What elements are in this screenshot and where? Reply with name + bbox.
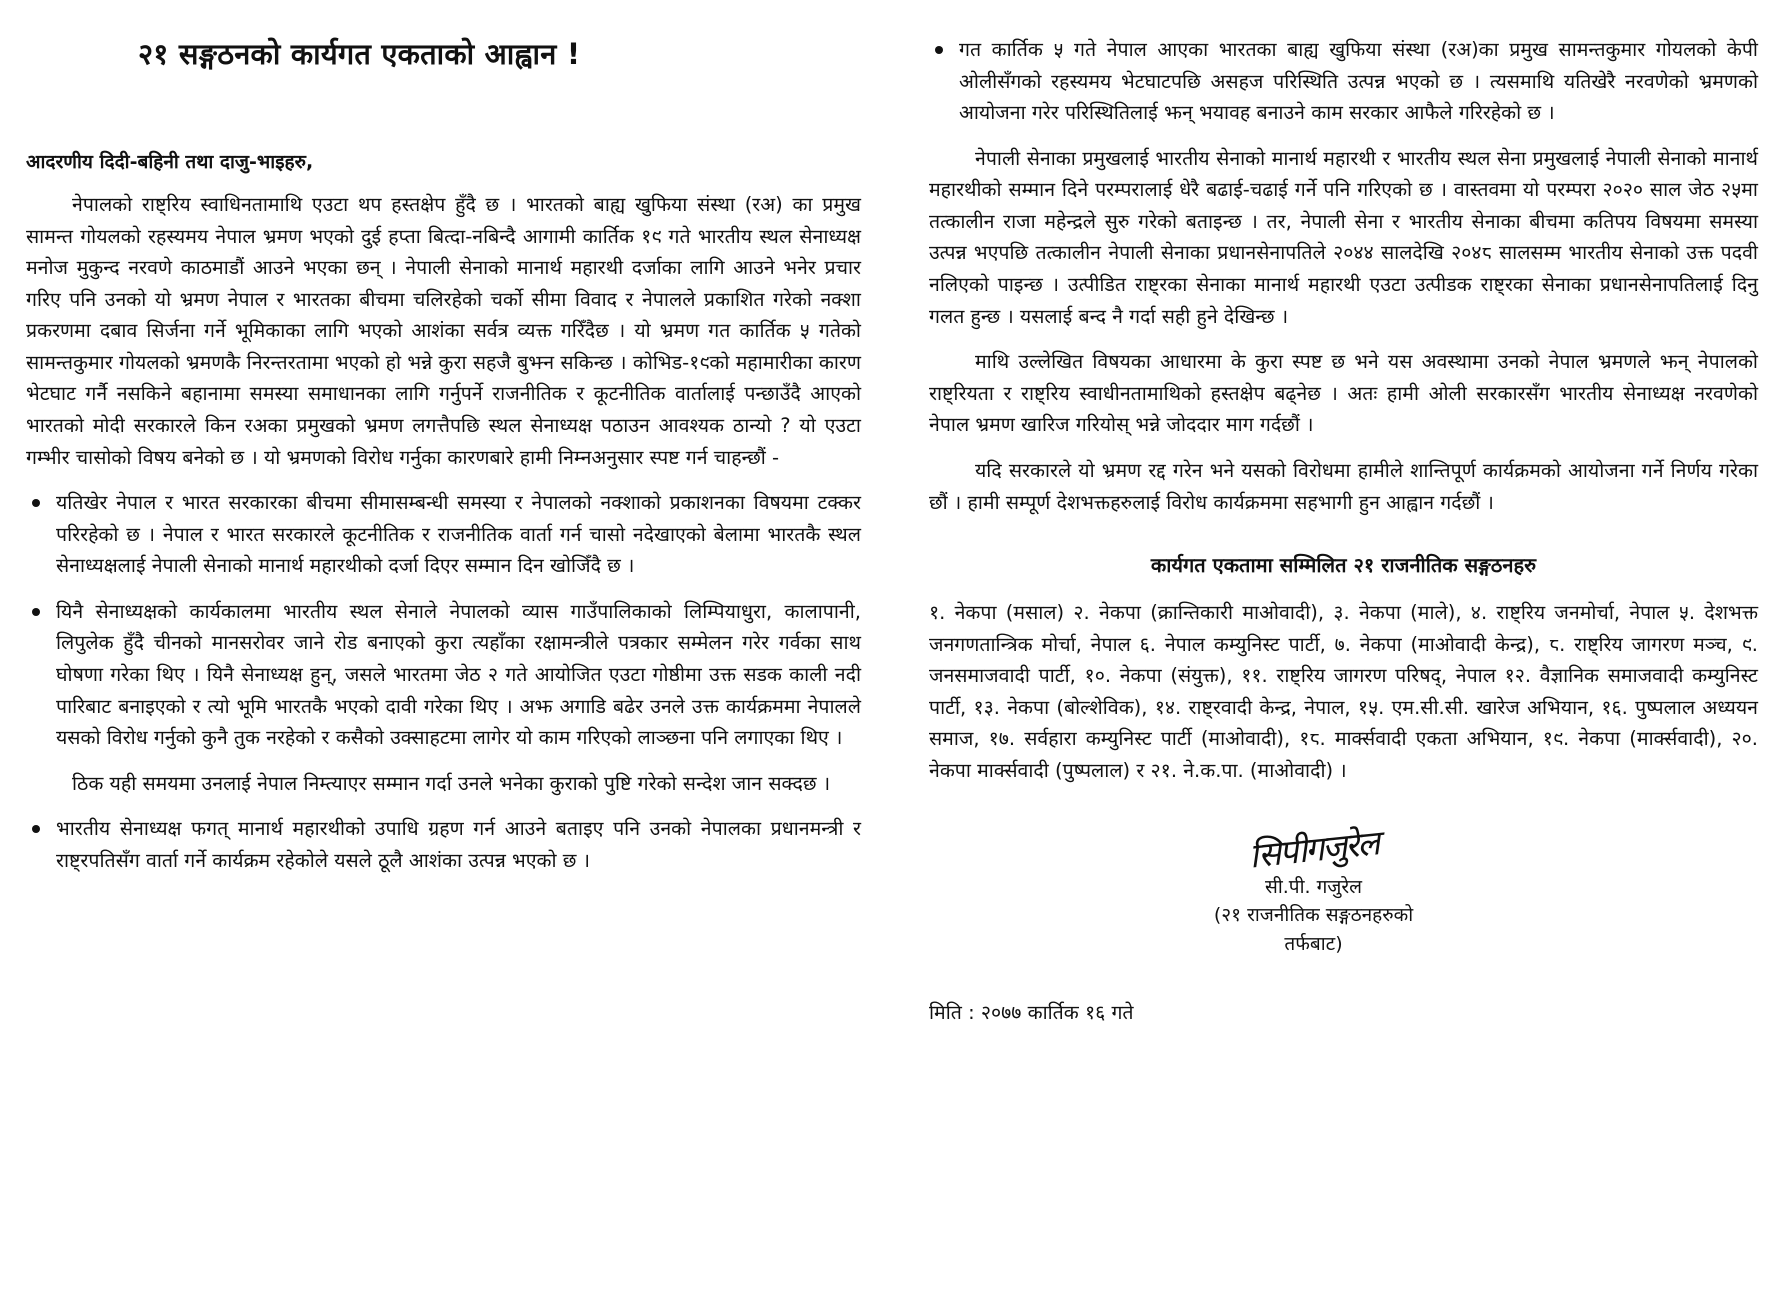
signatory-name: सी.पी. गजुरेल xyxy=(1264,875,1363,898)
list-item-text: भारतीय सेनाध्यक्ष फगत् मानार्थ महारथीको उपाधि ग्रहण गर्न आउने बताइए पनि उनको नेपालका प्रधानमन्त्री र राष्ट्रपतिसँग वार्ता गर्ने कार्यक्रम रहेकोले यसले ठूलै आशंका उत्पन्न भएको छ । xyxy=(56,817,861,872)
list-item-text: यतिखेर नेपाल र भारत सरकारका बीचमा सीमासम्बन्धी समस्या र नेपालको नक्शाको प्रकाशनका विषयमा टक्कर परिरहेको छ । नेपाल र भारत सरकारले कूटनीतिक र राजनीतिक वार्ता गर्न चासो नदेखाएको बेलामा भारतकै स्थल सेनाध्यक्षलाई नेपाली सेनाको मानार्थ महारथीको दर्जा दिएर सम्मान दिन खोजिँदै छ । xyxy=(56,491,861,578)
right-bullet-list xyxy=(929,28,1758,129)
handwritten-signature: सिपीगजुरेल xyxy=(1247,822,1380,877)
bullet-dot-icon xyxy=(32,499,40,507)
left-column xyxy=(26,14,895,877)
right-column-inner xyxy=(929,14,1758,1025)
bullet-dot-icon xyxy=(32,825,40,833)
list-item-text: गत कार्तिक ५ गते नेपाल आएका भारतका बाह्य खुफिया संस्था (रअ)का प्रमुख सामन्तकुमार गोयलको केपी ओलीसँगको रहस्यमय भेटघाटपछि असहज परिस्थिति उत्पन्न भएको छ । त्यसमाथि यतिखेरै नरवणेको भ्रमणको आयोजना गरेर परिस्थितिलाई झन् भयावह बनाउने काम सरकार आफैले गरिरहेको छ । xyxy=(959,38,1758,125)
list-item xyxy=(26,813,861,876)
list-item xyxy=(26,487,861,582)
signatory-role-line-2: तर्फबाट) xyxy=(1284,932,1343,955)
signature-block xyxy=(929,822,1758,959)
list-item xyxy=(929,34,1758,129)
intro-paragraph: नेपालको राष्ट्रिय स्वाधिनतामाथि एउटा थप हस्तक्षेप हुँदै छ । भारतको बाह्य खुफिया संस्था (रअ) का प्रमुख सामन्त गोयलको रहस्यमय नेपाल भ्रमण भएको दुई हप्ता बित्दा-नबिन्दै आगामी कार्तिक १९ गते भारतीय स्थल सेनाध्यक्ष मनोज मुकुन्द नरवणे काठमाडौं आउने भएका छन् । नेपाली सेनाको मानार्थ महारथी दर्जाका लागि आउने भनेर प्रचार गरिए पनि उनको यो भ्रमण नेपाल र भारतका बीचमा चलिरहेको चर्को सीमा विवाद र नेपालले प्रकाशित गरेको नक्शा प्रकरणमा दबाव सिर्जना गर्ने भूमिकाका लागि भएको आशंका सर्वत्र व्यक्त गरिँदैछ । यो भ्रमण गत कार्तिक ५ गतेको सामन्तकुमार गोयलको भ्रमणकै निरन्तरतामा भएको हो भन्ने कुरा सहजै बुझ्न सकिन्छ । कोभिड-१९को महामारीका कारण भेटघाट गर्नै नसकिने बहानामा समस्या समाधानका लागि गर्नुपर्ने राजनीतिक र कूटनीतिक वार्तालाई पन्छाउँदै आएको भारतको मोदी सरकारले किन रअका प्रमुखको भ्रमण लगत्तैपछि स्थल सेनाध्यक्ष पठाउन आवश्यक ठान्यो ? यो एउटा गम्भीर चासोको विषय बनेको छ । यो भ्रमणको विरोध गर्नुका कारणबारे हामी निम्नअनुसार स्पष्ट गर्न चाहन्छौं - xyxy=(26,192,861,469)
list-item xyxy=(26,596,861,754)
salutation: आदरणीय दिदी-बहिनी तथा दाजु-भाइहरु, xyxy=(26,151,314,174)
left-bullet-list xyxy=(26,487,861,754)
organization-list: १. नेकपा (मसाल) २. नेकपा (क्रान्तिकारी माओवादी), ३. नेकपा (माले), ४. राष्ट्रिय जनमोर्चा, नेपाल ५. देशभक्त जनगणतान्त्रिक मोर्चा, नेपाल ६. नेपाल कम्युनिस्ट पार्टी, ७. नेकपा (माओवादी केन्द्र), ८. राष्ट्रिय जागरण मञ्च, ९. जनसमाजवादी पार्टी, १०. नेकपा (संयुक्त), ११. राष्ट्रिय जागरण परिषद्, नेपाल १२. वैज्ञानिक समाजवादी कम्युनिस्ट पार्टी, १३. नेकपा (बोल्शेविक), १४. राष्ट्रवादी केन्द्र, नेपाल, १५. एम.सी.सी. खारेज अभियान, १६. पुष्पलाल अध्ययन समाज, १७. सर्वहारा कम्युनिस्ट पार्टी (माओवादी), १८. मार्क्सवादी एकता अभियान, १९. नेकपा (मार्क्सवादी), २०. नेकपा मार्क्सवादी (पुष्पलाल) र २१. ने.क.पा. (माओवादी) । xyxy=(929,601,1758,782)
list-item-text: यिनै सेनाध्यक्षको कार्यकालमा भारतीय स्थल सेनाले नेपालको व्यास गाउँपालिकाको लिम्पियाधुरा, कालापानी, लिपुलेक हुँदै चीनको मानसरोवर जाने रोड बनाएको कुरा त्यहाँका रक्षामन्त्रीले पत्रकार सम्मेलन गरेर गर्वका साथ घोषणा गरेका थिए । यिनै सेनाध्यक्ष हुन्, जसले भारतमा जेठ २ गते आयोजित एउटा गोष्ठीमा उक्त सडक काली नदी पारिबाट बनाइएको र त्यो भूमि भारतकै भएको दावी गरेका थिए । अझ अगाडि बढेर उनले उक्त कार्यक्रममा नेपालले यसको विरोध गर्नुको कुनै तुक नरहेको र कसैको उक्साहटमा लागेर यो काम गरिएको लाञ्छना पनि लगाएका थिए । xyxy=(56,599,861,750)
page-title: २१ सङ्गठनको कार्यगत एकताको आह्वान ! xyxy=(138,37,581,71)
date-line: मिति : २०७७ कार्तिक १६ गते xyxy=(929,1001,1134,1025)
right-paragraph-3: यदि सरकारले यो भ्रमण रद्द गरेन भने यसको विरोधमा हामीले शान्तिपूर्ण कार्यक्रमको आयोजना गर्ने निर्णय गरेका छौं । हामी सम्पूर्ण देशभक्तहरुलाई विरोध कार्यक्रममा सहभागी हुन आह्वान गर्दछौं । xyxy=(929,458,1758,514)
left-bullet-list-2 xyxy=(26,813,861,876)
bullet-dot-icon xyxy=(32,608,40,616)
right-paragraph-2: माथि उल्लेखित विषयका आधारमा के कुरा स्पष्ट छ भने यस अवस्थामा उनको नेपाल भ्रमणले झन् नेपालको राष्ट्रियता र राष्ट्रिय स्वाधीनतामाथिको हस्तक्षेप बढ्नेछ । अतः हामी ओली सरकारसँग भारतीय सेनाध्यक्ष नरवणेको नेपाल भ्रमण खारिज गरियोस् भन्ने जोददार माग गर्दछौं । xyxy=(929,350,1758,437)
left-subparagraph: ठिक यही समयमा उनलाई नेपाल निम्त्याएर सम्मान गर्दा उनले भनेका कुराको पुष्टि गरेको सन्देश जान सक्दछ । xyxy=(72,771,831,795)
bullet-dot-icon xyxy=(935,46,943,54)
right-paragraph-1: नेपाली सेनाका प्रमुखलाई भारतीय सेनाको मानार्थ महारथी र भारतीय स्थल सेना प्रमुखलाई नेपाली सेनाको मानार्थ महारथीको सम्मान दिने परम्परालाई धेरै बढाई-चढाई गर्ने पनि गरिएको छ । वास्तवमा यो परम्परा २०२० साल जेठ २५मा तत्कालीन राजा महेन्द्रले सुरु गरेको बताइन्छ । तर, नेपाली सेना र भारतीय सेनाका बीचमा कतिपय विषयमा समस्या उत्पन्न भएपछि तत्कालीन नेपाली सेनाका प्रधानसेनापतिले २०४४ सालदेखि २०४८ सालसम्म भारतीय सेनाको उक्त पदवी नलिएको पाइन्छ । उत्पीडित राष्ट्रका सेनाका मानार्थ महारथी एउटा उत्पीडक राष्ट्रका सेनाका प्रधानसेनापतिलाई दिनु गलत हुन्छ । यसलाई बन्द नै गर्दा सही हुने देखिन्छ । xyxy=(929,146,1758,328)
two-column-layout xyxy=(26,14,1758,1294)
right-column xyxy=(895,14,1758,1025)
signatory-role-line-1: (२१ राजनीतिक सङ्गठनहरुको xyxy=(1213,904,1414,927)
org-section-heading: कार्यगत एकतामा सम्मिलित २१ राजनीतिक सङ्गठनहरु xyxy=(1150,553,1537,578)
